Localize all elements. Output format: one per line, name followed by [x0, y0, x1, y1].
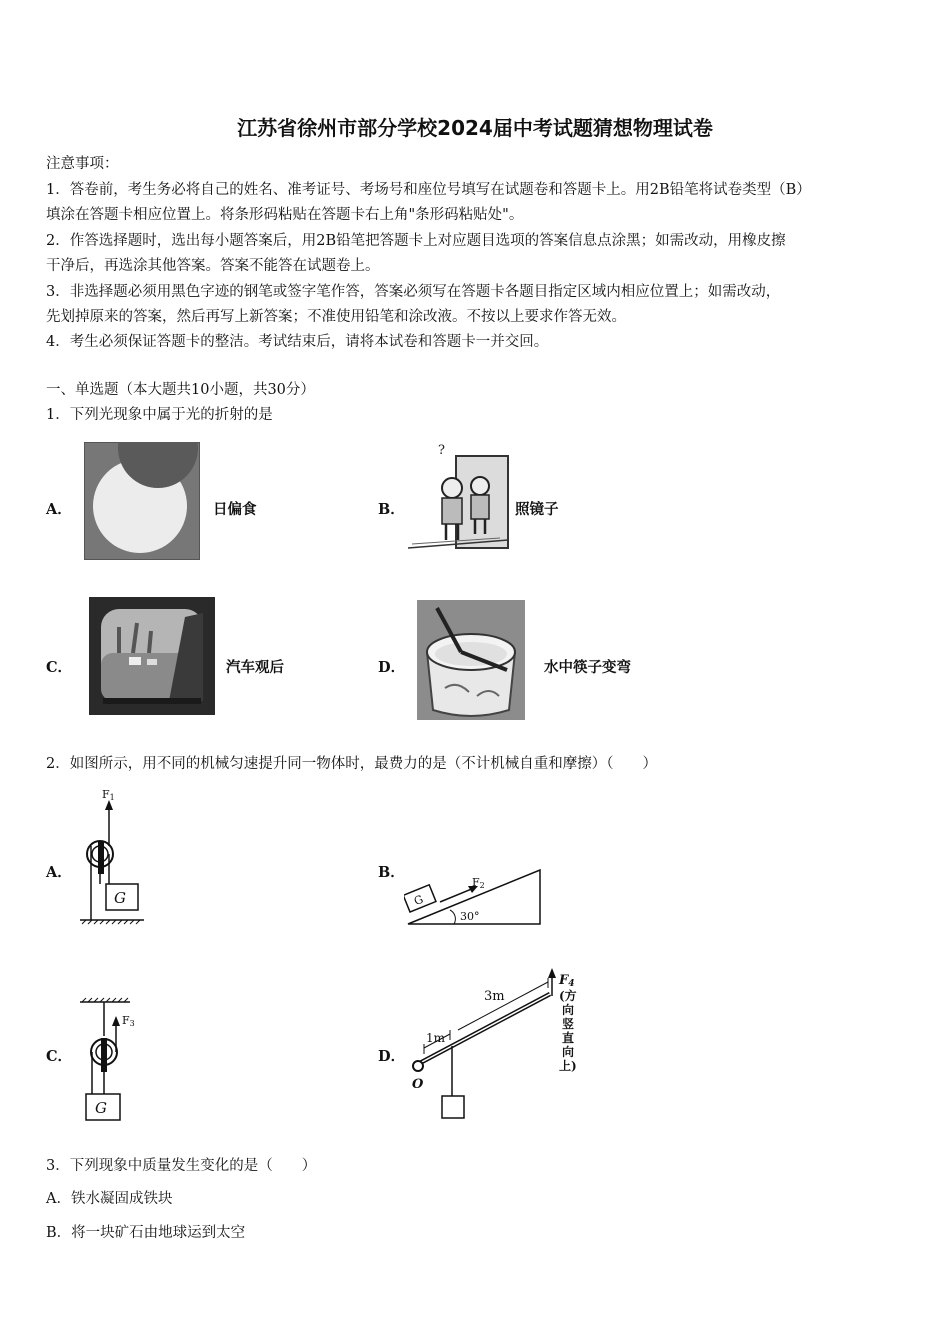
q2-option-a-label: A． [46, 864, 72, 881]
q2-option-b-label: B． [378, 864, 405, 881]
q1-option-c-text: 汽车观后 [226, 659, 284, 676]
q1-option-a-text: 日偏食 [213, 501, 257, 518]
movable-pulley-diagram [78, 784, 148, 928]
force-f3-label: F3 [122, 1014, 135, 1028]
question-3-stem: 3．下列现象中质量发生变化的是（ ） [46, 1158, 317, 1174]
q3-option-a: A．铁水凝固成铁块 [46, 1191, 173, 1207]
incline-angle-label: 30° [460, 910, 480, 923]
q2-option-d-label: D． [378, 1048, 406, 1065]
force-f2-label: F2 [472, 876, 485, 890]
fixed-pulley-diagram [70, 996, 150, 1124]
weight-label: G [95, 1099, 107, 1117]
weight-label: G [114, 889, 126, 907]
notice-line: 1．答卷前，考生务必将自己的姓名、准考证号、考场号和座位号填写在试题卷和答题卡上。用2B铅笔将试卷类型（B） [46, 182, 811, 198]
svg-text:上): 上) [559, 1059, 577, 1073]
mirror-image [408, 440, 512, 552]
q1-option-b-label: B． [378, 501, 405, 518]
force-f4-note [559, 988, 577, 1073]
notice-line: 干净后，再选涂其他答案。答案不能答在试题卷上。 [46, 258, 380, 274]
q1-option-d-label: D． [378, 659, 406, 676]
pivot-label: O [412, 1077, 424, 1092]
notice-line: 4．考生必须保证答题卡的整洁。考试结束后，请将本试卷和答题卡一并交回。 [46, 334, 549, 350]
notice-line: 先划掉原来的答案，然后再写上新答案；不准使用铅笔和涂改液。不按以上要求作答无效。 [46, 309, 626, 325]
solar-eclipse-image [84, 442, 200, 560]
long-arm-label: 3m [484, 989, 505, 1004]
rear-view-mirror-image [89, 597, 215, 715]
notice-heading: 注意事项： [46, 156, 119, 172]
q3-option-b: B．将一块矿石由地球运到太空 [46, 1225, 246, 1241]
question-2-stem: 2．如图所示，用不同的机械匀速提升同一物体时，最费力的是（不计机械自重和摩擦）（ ） [46, 756, 657, 772]
notice-line: 2．作答选择题时，选出每小题答案后，用2B铅笔把答题卡上对应题目选项的答案信息点涂黑；如需改动，用橡皮擦 [46, 233, 786, 249]
q1-option-c-label: C． [46, 659, 73, 676]
svg-text:直: 直 [562, 1031, 575, 1045]
q2-option-c-label: C． [46, 1048, 73, 1065]
short-arm-label: 1m [426, 1031, 446, 1045]
force-f1-label: F1 [102, 788, 115, 802]
svg-text:竖: 竖 [562, 1017, 575, 1031]
svg-text:向: 向 [562, 1003, 575, 1017]
svg-text:向: 向 [562, 1045, 575, 1059]
svg-text:?: ? [438, 443, 445, 458]
weight-label: G [412, 892, 426, 909]
q1-option-a-label: A． [46, 501, 72, 518]
question-1-stem: 1．下列光现象中属于光的折射的是 [46, 407, 273, 423]
q1-option-b-text: 照镜子 [515, 501, 559, 518]
bent-chopsticks-image [417, 600, 525, 720]
incline-diagram [404, 866, 544, 928]
section-heading: 一、单选题（本大题共10小题，共30分） [46, 382, 315, 398]
notice-line: 填涂在答题卡相应位置上。将条形码粘贴在答题卡右上角"条形码粘贴处"。 [46, 207, 524, 223]
notice-line: 3．非选择题必须用黑色字迹的钢笔或签字笔作答，答案必须写在答题卡各题目指定区域内相应位置上；如需改动， [46, 284, 781, 300]
q1-option-d-text: 水中筷子变弯 [544, 659, 631, 676]
page-title: 江苏省徐州市部分学校2024届中考试题猜想物理试卷 [237, 116, 713, 140]
lever-diagram [404, 966, 586, 1124]
svg-text:(方: (方 [559, 989, 577, 1003]
force-f4-label: F4 [559, 973, 575, 989]
